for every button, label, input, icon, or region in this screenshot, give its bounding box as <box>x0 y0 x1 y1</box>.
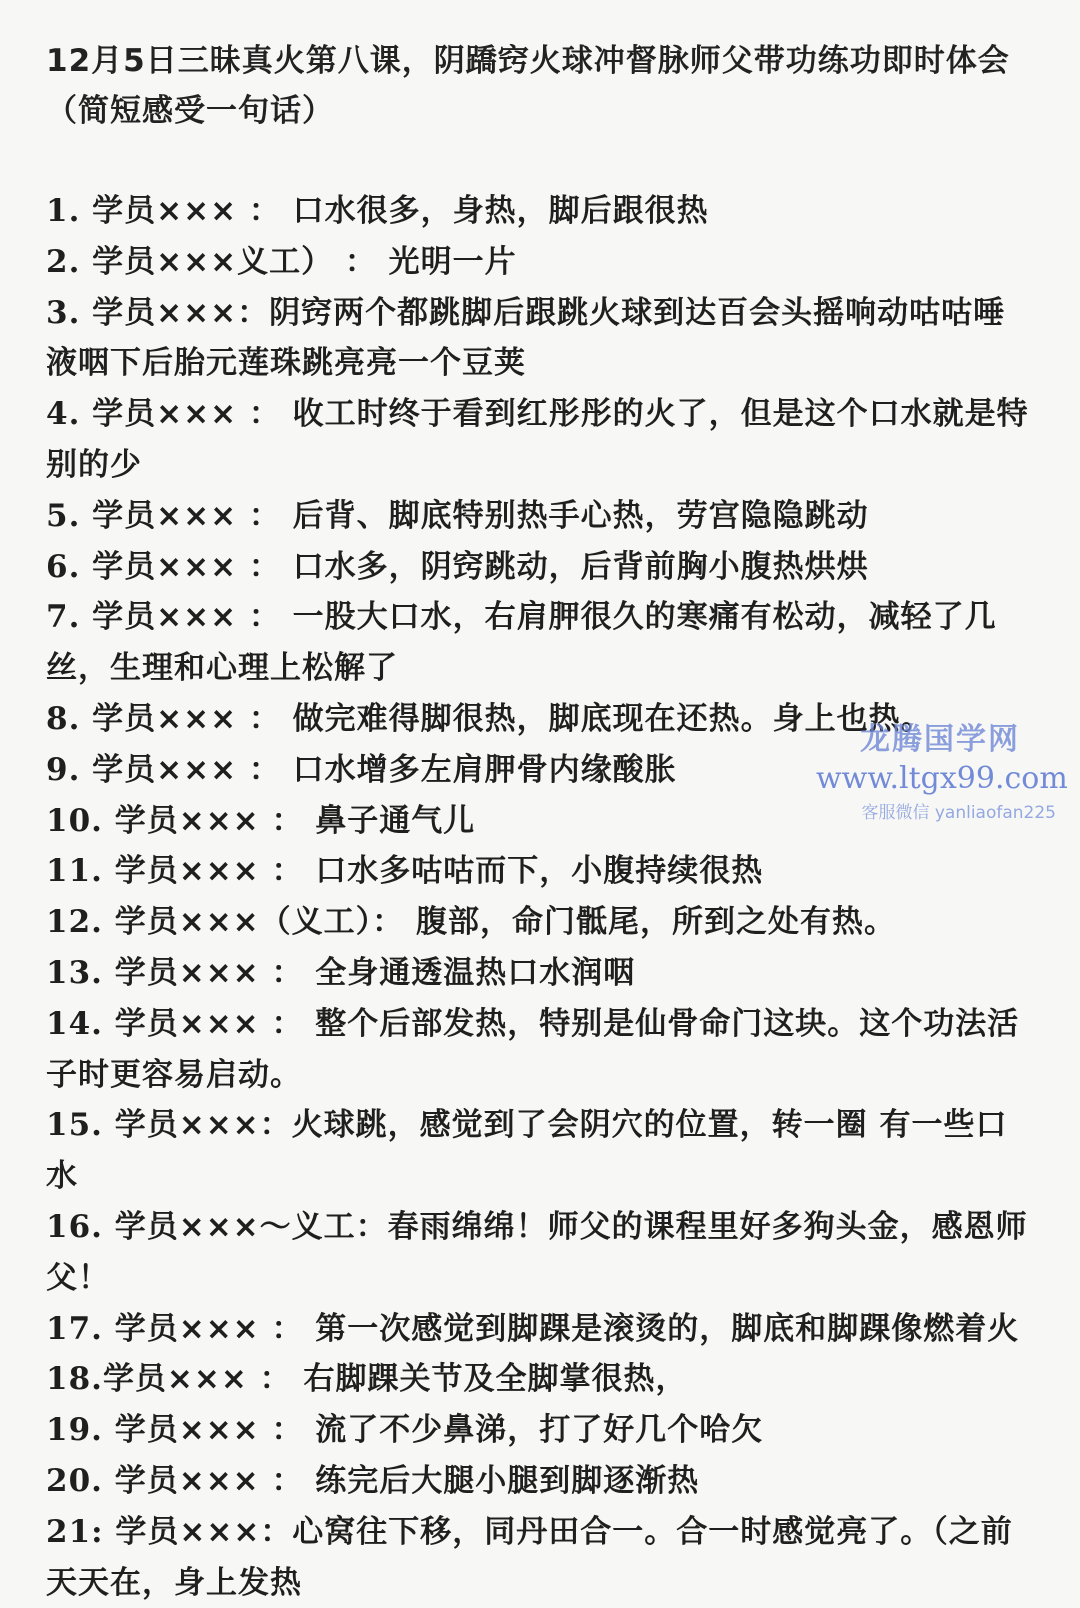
list-item-text: 学员××× ： 口水增多左肩胛骨内缘酸胀 <box>80 751 677 788</box>
list-item-text: 学员××× ： 收工时终于看到红彤彤的火了，但是这个口水就是特别的少 <box>46 396 1029 483</box>
list-item-text: 学员×××～义工：春雨绵绵！师父的课程里好多狗头金，感恩师父！ <box>46 1208 1028 1296</box>
list-item-number: 11. <box>46 853 103 890</box>
list-item-text: 学员××× ： 整个后部发热，特别是仙骨命门这块。这个功法活子时更容易启动。 <box>46 1005 1020 1093</box>
watermark-url: www.ltgx99.com <box>816 761 1068 796</box>
list-item-text: 学员××× ： 口水多，阴窍跳动，后背前胸小腹热烘烘 <box>80 548 869 585</box>
list-item-number: 14. <box>46 1005 103 1042</box>
list-item <box>46 288 1036 390</box>
watermark-brand: 龙腾国学网 <box>860 722 1020 757</box>
list-item <box>46 999 1036 1101</box>
list-item <box>46 1456 1036 1507</box>
list-item-number: 9. <box>46 751 81 788</box>
list-item-number: 8. <box>46 700 81 737</box>
list-item <box>46 897 1036 948</box>
list-item <box>46 1507 1036 1608</box>
list-item-text: 学员××× ： 右脚踝关节及全脚掌很热， <box>102 1361 688 1398</box>
list-item <box>46 542 1036 593</box>
list-item-text: 学员×××：阴窍两个都跳脚后跟跳火球到达百会头摇响动咕咕唾液咽下后胎元莲珠跳亮亮一个豆荚 <box>46 294 1006 382</box>
list-item-text: 学员×××：心窝往下移，同丹田合一。合一时感觉亮了。（之前天天在，身上发热 <box>46 1513 1013 1601</box>
list-item-number: 12. <box>46 904 103 941</box>
list-item <box>46 846 1036 897</box>
document-title: 12月5日三昧真火第八课，阴蹻窍火球冲督脉师父带功练功即时体会（简短感受一句话） <box>46 43 1010 129</box>
list-item-number: 10. <box>46 802 103 839</box>
list-item-number: 17. <box>46 1310 103 1347</box>
list-item-number: 1. <box>46 193 81 229</box>
list-item-number: 21: <box>46 1513 104 1550</box>
list-item-text: 学员××× ： 一股大口水，右肩胛很久的寒痛有松动，减轻了几丝，生理和心理上松解了 <box>46 599 997 687</box>
list-item-number: 5. <box>46 497 81 534</box>
list-item <box>46 948 1036 999</box>
list-item-number: 20. <box>46 1462 103 1499</box>
list-item-text: 学员××× ： 鼻子通气儿 <box>102 802 476 839</box>
list-item <box>46 745 1036 796</box>
list-item-text: 学员××× ： 第一次感觉到脚踝是滚烫的，脚底和脚踝像燃着火 <box>102 1310 1020 1347</box>
list-item-number: 4. <box>46 396 81 433</box>
list-item-text: 学员××× ： 全身通透温热口水润咽 <box>102 954 636 991</box>
list-item-text: 学员××× ： 流了不少鼻涕，打了好几个哈欠 <box>102 1412 764 1449</box>
list-item <box>46 237 1036 288</box>
list-item-text: 学员××× ： 练完后大腿小腿到脚逐渐热 <box>102 1462 700 1499</box>
list-item-text: 学员××× ： 后背、脚底特别热手心热，劳宫隐隐跳动 <box>80 497 869 534</box>
list-item <box>46 1405 1036 1456</box>
list-item <box>46 796 1036 847</box>
list-item-text: 学员×××（义工）： 腹部，命门骶尾，所到之处有热。 <box>102 904 896 941</box>
list-item <box>46 186 1036 237</box>
list-item <box>46 491 1036 542</box>
list-item-number: 2. <box>46 243 81 280</box>
feedback-list <box>46 186 1036 1608</box>
list-item-number: 7. <box>46 599 81 636</box>
list-item <box>46 1202 1036 1304</box>
list-item <box>46 1304 1036 1355</box>
list-item-text: 学员××× ： 口水很多，身热，脚后跟很热 <box>80 193 709 229</box>
list-item-number: 18. <box>46 1361 103 1398</box>
list-item-number: 19. <box>46 1412 103 1449</box>
watermark-contact: 客服微信 yanliaofan225 <box>861 803 1056 823</box>
list-item-number: 16. <box>46 1208 103 1245</box>
list-item-text: 学员×××：火球跳，感觉到了会阴穴的位置，转一圈 有一些口水 <box>46 1107 1008 1195</box>
list-item <box>46 1354 1036 1405</box>
list-item-text: 学员××× ： 做完难得脚很热，脚底现在还热。身上也热。 <box>80 700 933 737</box>
list-item <box>46 389 1036 491</box>
list-item-number: 3. <box>46 294 81 331</box>
list-item <box>46 694 1036 745</box>
list-item-number: 6. <box>46 548 81 585</box>
list-item-text: 学员××× ： 口水多咕咕而下，小腹持续很热 <box>102 853 764 890</box>
list-item <box>46 592 1036 694</box>
list-item <box>46 1100 1036 1202</box>
list-item-number: 13. <box>46 954 103 991</box>
list-item-number: 15. <box>46 1107 103 1144</box>
list-item-text: 学员×××义工） ： 光明一片 <box>80 243 517 280</box>
